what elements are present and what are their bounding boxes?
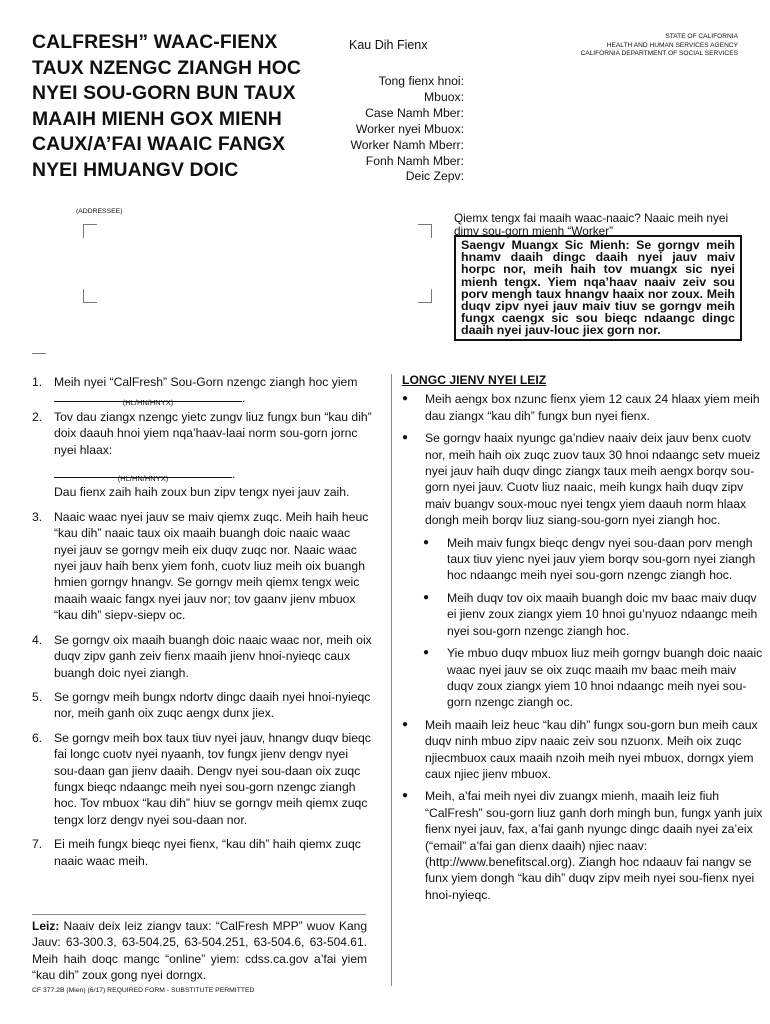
item-number: 4. [32,632,43,647]
item-text: Ei meih fungx bieqc nyei fienx, “kau dih” haih qiemx zuqc naaic waac meih. [54,837,361,868]
item-number: 1. [32,375,43,389]
item-text: Se gorngv meih box taux tiuv nyei jauv, hnangv duqv bieqc fai longc cuotv nyei nyaanh, tov fungx jienv dengv nyei sou-daan gan jienv daaih. Dengv nyei sou-daan oix zuqc fungx bieqc ndaangc meih nyei sou-gorn nzengc ziangh hoc. Tov mbuox “kau dih” hiuv se gorngv meih qiemx zuqc tengx lorz dengv nyei sou-daan nor. [54,730,371,827]
field-worker-number: Worker Namh Mberr: [350,137,464,152]
list-item [402,788,766,903]
title-line: NYEI SOU-GORN BUN TAUX [32,82,296,104]
agency-line: HEALTH AND HUMAN SERVICES AGENCY [606,41,738,49]
blank-label: (HL/HN/HNYX) [117,474,169,484]
item-text: Meih nyei “CalFresh” Sou-Gorn nzengc ziangh hoc yiem [54,375,358,389]
punct: . [232,467,236,482]
regulations-label: Leiz: [32,919,60,933]
state-line: STATE OF CALIFORNIA [665,33,738,40]
instructions-list [32,374,372,869]
address-corner-tr [418,224,432,238]
title-line: CAUX/A’FAI WAAIC FANGX [32,133,286,155]
address-corner-br [418,289,432,303]
title-line: TAUX NZENGC ZIANGH HOC [32,56,301,79]
sub-list-item [423,535,766,584]
bullet-text: Meih, a’fai meih nyei div zuangx mienh, maaih leiz fiuh “CalFresh” sou-gorn liuz ganh dorh mingh bun, fungx yanh juix fienx nyei jauv, fax, a’fai ganh nyungc dingc daaih nyei za’eix (“email” a’fai gan dienx daaih) njiec naav: (http://www.benefitscal.org). Ziangh hoc ndaauv fai nangv se funx yiem dongh “kau dih” duqv zipv meih nyei sou-fienx nyei hnoi-nyieqc. [425,789,763,902]
kau-dih-fienx-label: Kau Dih Fienx [349,38,428,52]
leiz-divider [32,914,366,915]
renewal-date-blank[interactable] [54,390,242,408]
list-item [32,409,372,501]
regulations-text: Naaiv deix leiz ziangv taux: “CalFresh MPP” wuov Kang Jauv: 63-300.3, 63-504.25, 63-504.251, 63-504.6, 63-504.61. Meih haih doqc mangc “online” yiem: cdss.ca.gov a’fai yiem “kau dih” zoux gong nyei dorngx. [32,919,367,982]
bullet-icon: ● [423,536,430,548]
list-item [32,730,372,828]
state-agency-header [580,33,738,59]
item-number: 6. [32,730,43,745]
contact-question: Qiemx tengx fai maaih waac-naaic? Naaic meih nyei dimv sou-gorn mienh “Worker” [454,211,729,238]
rights-heading: LONGC JIENV NYEI LEIZ [402,373,547,387]
bullet-text: Meih duqv tov oix maaih buangh doic mv baac maiv duqv ei jienv zoux ziangx yiem 10 hnoi gu’nyuoz ndaangc meih nyei sou-gorn nzengc ziangh hoc. [447,590,758,638]
bullet-text: Meih maaih leiz heuc “kau dih” fungx sou-gorn bun meih caux duqv ninh mbuo zipv naaic zeiv sou nzuonx. Meih oix zuqc njiecmbuox caux maaih nzoih meih nyei mbuox, dorngx yiem caux njiec jienv mbuox. [425,717,758,781]
column-divider [391,374,392,986]
address-corner-tl [83,224,97,238]
bullet-text: Se gorngv haaix nyungc ga’ndiev naaiv deix jauv benx cuotv nor, meih haih oix zuqc zuov taux 30 hnoi ndaangc setv mueiz nyei jauv haih duqv dingc ziangx taux meih aengx borqv sou-gorn nyei jauv. Cuotv liuz naaic, meih kungx haih duqv zipv maiv buangv soux-mouc nyei tengx yiem daauh norm hlaax dongh meih borqv liuz siang-sou-gorn nyei ziangh hoc. [425,431,761,528]
field-name: Mbuox: [424,89,464,104]
header-fields [350,74,464,185]
regulations-note [32,918,367,983]
item-text: Naaic waac nyei jauv se maiv qiemx zuqc. Meih haih heuc “kau dih” naaic taux oix maaih buangh doic naaic waac nyei jauv se gorngv meih eix duqv zuqc nor. Naaic waac nyei jauv haih benx yiem fonh, cuotv liuz meih oix buangh hmien gorngv hnangv. Se gorngv meih qiemx tengx weic maaih waaic fangx nyei jauv nor; tov gaanv jienv mbuox “kau dih” siepv-siepv oc. [54,509,369,623]
title-line: MAAIH MIENH GOX MIENH [32,107,282,130]
title-line: NYEI HMUANGV DOIC [32,158,239,181]
list-item [402,717,766,783]
list-item [402,430,766,528]
bullet-text: Meih aengx box nzunc fienx yiem 12 caux 24 hlaax yiem meih dau ziangx “kau dih” fungx bun nyei fienx. [425,392,760,423]
title-line: CALFRESH” WAAC-FIENX [32,31,278,53]
bullet-icon: ● [402,432,409,444]
item-text: Tov dau ziangx nzengc yietc zungv liuz fungx bun “kau dih” doix daauh hnoi yiem nqa’haav-laai norm sou-gorn jornc nyei hlaax: [54,409,372,457]
bullet-icon: ● [402,393,409,405]
fold-mark [32,353,46,354]
item-text: Se gorngv oix maaih buangh doic naaic waac nor, meih oix duqv zipv ganh zeiv fienx maaih jienv hnoi-nyieqc caux buangh doic nyei ziangh. [54,632,372,680]
form-title [32,30,342,183]
sub-list-item [423,590,766,639]
list-item [32,836,372,869]
blank-label: (HL/HN/HNYX) [122,398,174,408]
addressee-label: (ADDRESSEE) [76,208,123,215]
item-text: Dau fienx zaih haih zoux bun zipv tengx nyei jauv zaih. [54,485,350,500]
item-number: 7. [32,837,43,852]
bullet-icon: ● [402,718,409,730]
field-phone: Fonh Namh Mber: [365,153,464,168]
punct: . [242,391,246,406]
item-text: Se gorngv meih bungx ndortv dingc daaih nyei hnoi-nyieqc nor, meih ganh oix zuqc aengx dunx jiex. [54,689,371,721]
bullet-icon: ● [423,591,430,603]
item-number: 2. [32,409,43,424]
list-item [32,374,372,407]
return-date-blank[interactable] [54,466,232,484]
bullet-text: Meih maiv fungx bieqc dengv nyei sou-daan porv mengh taux tiuv yienc nyei jauv yiem borqv sou-gorn nyei ziangh hoc ndaangc meih nyei sou-gorn nzengc ziangh hoc. [447,535,756,583]
sub-list-item [423,645,766,711]
form-footer: CF 377.2B (Mien) (6/17) REQUIRED FORM - SUBSTITUTE PERMITTED [32,987,255,994]
notice-box: Saengv Muangx Sic Mienh: Se gorngv meih hnamv daaih dingc daaih nyei jauv maiv horpc nor, meih haih tov muangx sic nyei mienh tengx. Yiem nqa’haav naaiv zeiv sou porv mengh taux hnangv haaix nor zoux. Meih duqv zipv nyei jauv maiv tiuv se gorngv meih fungx caengx sic sou bieqc ndaangc dingc daaih nyei jauv-louc jiex gorn nor. [454,235,742,341]
address-corner-bl [83,289,97,303]
bullet-icon: ● [402,790,409,802]
bullet-icon: ● [423,647,430,659]
bullet-text: Yie mbuo duqv mbuox liuz meih gorngv buangh doic naaic waac nyei jauv se oix zuqc maaih mv baac meih maiv duqv zoux ziangx yiem 10 hnoi ndaangc meih nyei sou-gorn nzengc ziangh oc. [447,646,763,710]
field-address: Deic Zepv: [405,169,464,184]
list-item [32,632,372,681]
field-worker-name: Worker nyei Mbuox: [355,121,464,136]
list-item [32,689,372,722]
field-case-number: Case Namh Mber: [365,105,464,120]
item-number: 3. [32,509,43,524]
rights-section [402,372,766,909]
list-item [32,509,372,624]
list-item [402,391,766,424]
field-date: Tong fienx hnoi: [378,74,464,88]
department-line: CALIFORNIA DEPARTMENT OF SOCIAL SERVICES [580,50,738,58]
item-number: 5. [32,689,43,704]
